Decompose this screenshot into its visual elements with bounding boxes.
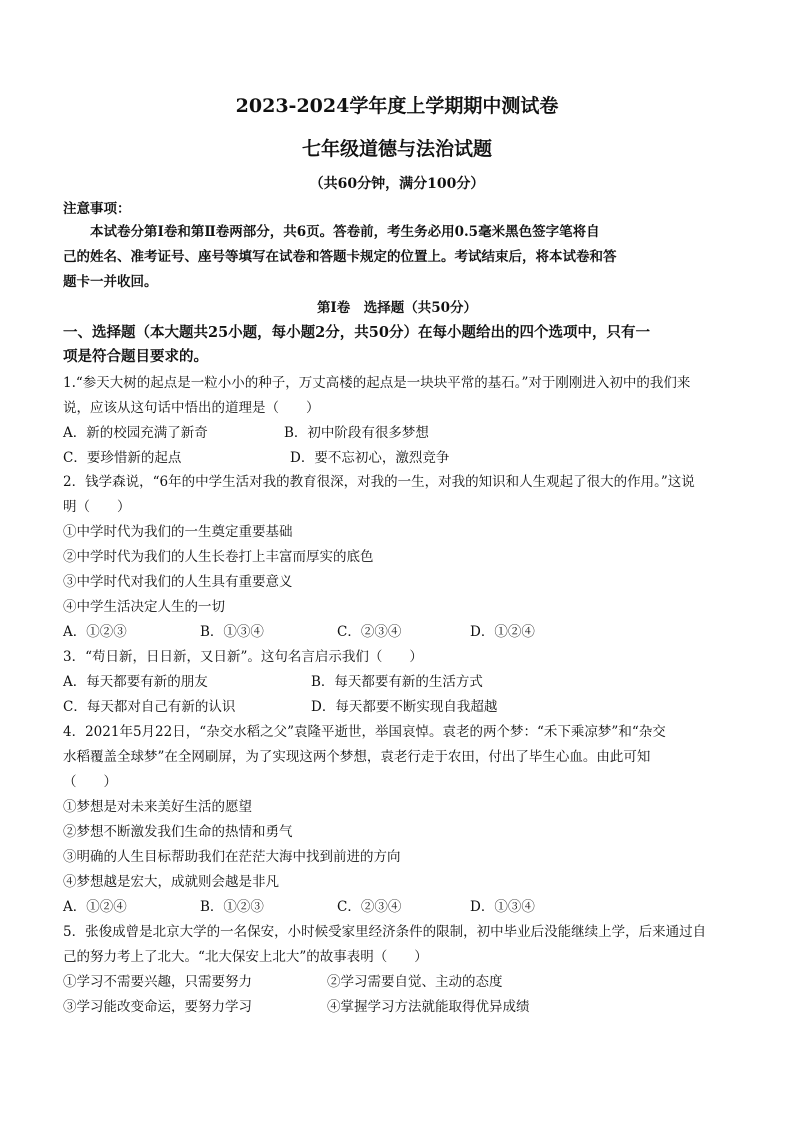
question-2-item-3: ③中学时代对我们的人生具有重要意义	[63, 574, 293, 590]
question-5-item-3: ③学习能改变命运，要努力学习	[63, 999, 252, 1015]
question-4-item-1: ①梦想是对未来美好生活的愿望	[63, 799, 252, 815]
question-1-option-c: C．要珍惜新的起点	[63, 450, 182, 466]
question-3-option-a: A．每天都要有新的朋友	[63, 674, 208, 690]
question-4-stem-line-2: 水稻覆盖全球梦”在全网刷屏，为了实现这两个梦想，袁老行走于农田，付出了毕生心血。由此可知	[63, 749, 651, 765]
section-instruction-2: 项是符合题目要求的。	[63, 348, 208, 365]
question-4-item-4: ④梦想越是宏大，成就则会越是非凡	[63, 874, 279, 890]
question-3-option-d: D．每天都要不断实现自我超越	[311, 699, 498, 715]
question-2-item-4: ④中学生活决定人生的一切	[63, 599, 225, 615]
question-2-option-d: D．①②④	[470, 624, 535, 640]
question-1-option-b: B．初中阶段有很多梦想	[284, 425, 429, 441]
question-4-option-d: D．①③④	[470, 899, 535, 915]
question-4-item-3: ③明确的人生目标帮助我们在茫茫大海中找到前进的方向	[63, 849, 401, 865]
notice-line-3: 题卡一并收回。	[63, 274, 158, 290]
question-1-stem-line-2: 说，应该从这句话中悟出的道理是（ ）	[63, 400, 320, 416]
notice-line-1: 本试卷分第Ⅰ卷和第Ⅱ卷两部分，共6页。答卷前，考生务必用0.5毫米黑色签字笔将自	[90, 224, 600, 240]
question-5-item-1: ①学习不需要兴趣，只需要努力	[63, 974, 252, 990]
question-3-stem-line-1: 3．“苟日新，日日新，又日新”。这句名言启示我们（ ）	[63, 649, 423, 665]
question-2-item-1: ①中学时代为我们的一生奠定重要基础	[63, 524, 293, 540]
section-instruction-1: 一、选择题（本大题共25小题，每小题2分，共50分）在每小题给出的四个选项中，只有一	[63, 324, 650, 341]
question-4-option-b: B．①②③	[200, 899, 264, 915]
question-2-option-a: A．①②③	[63, 624, 127, 640]
question-5-item-4: ④掌握学习方法就能取得优异成绩	[327, 999, 530, 1015]
question-5-stem-line-2: 己的努力考上了北大。“北大保安上北大”的故事表明（ ）	[63, 949, 428, 965]
question-4-item-2: ②梦想不断激发我们生命的热情和勇气	[63, 824, 293, 840]
question-1-stem-line-1: 1.“参天大树的起点是一粒小小的种子，万丈高楼的起点是一块块平常的基石。”对于刚刚进入初中的我们来	[63, 375, 691, 391]
question-2-option-b: B．①③④	[200, 624, 264, 640]
exam-meta: （共60分钟，满分100分）	[309, 176, 485, 192]
question-4-option-c: C．②③④	[337, 899, 402, 915]
question-1-option-d: D．要不忘初心，激烈竞争	[290, 450, 450, 466]
notice-heading: 注意事项：	[63, 201, 131, 217]
question-4-option-a: A．①②④	[63, 899, 127, 915]
question-2-option-c: C．②③④	[337, 624, 402, 640]
exam-title: 2023-2024学年度上学期期中测试卷	[235, 95, 559, 117]
question-1-option-a: A．新的校园充满了新奇	[63, 425, 208, 441]
question-3-option-c: C．每天都对自己有新的认识	[63, 699, 236, 715]
question-2-stem-line-2: 明（ ）	[63, 499, 131, 515]
question-2-stem-line-1: 2．钱学森说，“6年的中学生活对我的教育很深，对我的一生，对我的知识和人生观起了很大的作用。”这说	[63, 474, 695, 490]
question-5-item-2: ②学习需要自觉、主动的态度	[327, 974, 503, 990]
question-3-option-b: B．每天都要有新的生活方式	[311, 674, 483, 690]
question-5-stem-line-1: 5．张俊成曾是北京大学的一名保安，小时候受家里经济条件的限制，初中毕业后没能继续上学，后来通过自	[63, 924, 707, 940]
notice-line-2: 己的姓名、准考证号、座号等填写在试卷和答题卡规定的位置上。考试结束后，将本试卷和答	[63, 249, 617, 265]
question-2-item-2: ②中学时代为我们的人生长卷打上丰富而厚实的底色	[63, 549, 374, 565]
question-4-stem-line-1: 4．2021年5月22日，“杂交水稻之父”袁隆平逝世，举国哀悼。袁老的两个梦：“禾下乘凉梦”和“杂交	[63, 724, 666, 740]
section-title: 第Ⅰ卷 选择题（共50分）	[316, 300, 478, 316]
question-4-stem-line-3: （ ）	[63, 774, 117, 790]
exam-subtitle: 七年级道德与法治试题	[301, 138, 492, 160]
